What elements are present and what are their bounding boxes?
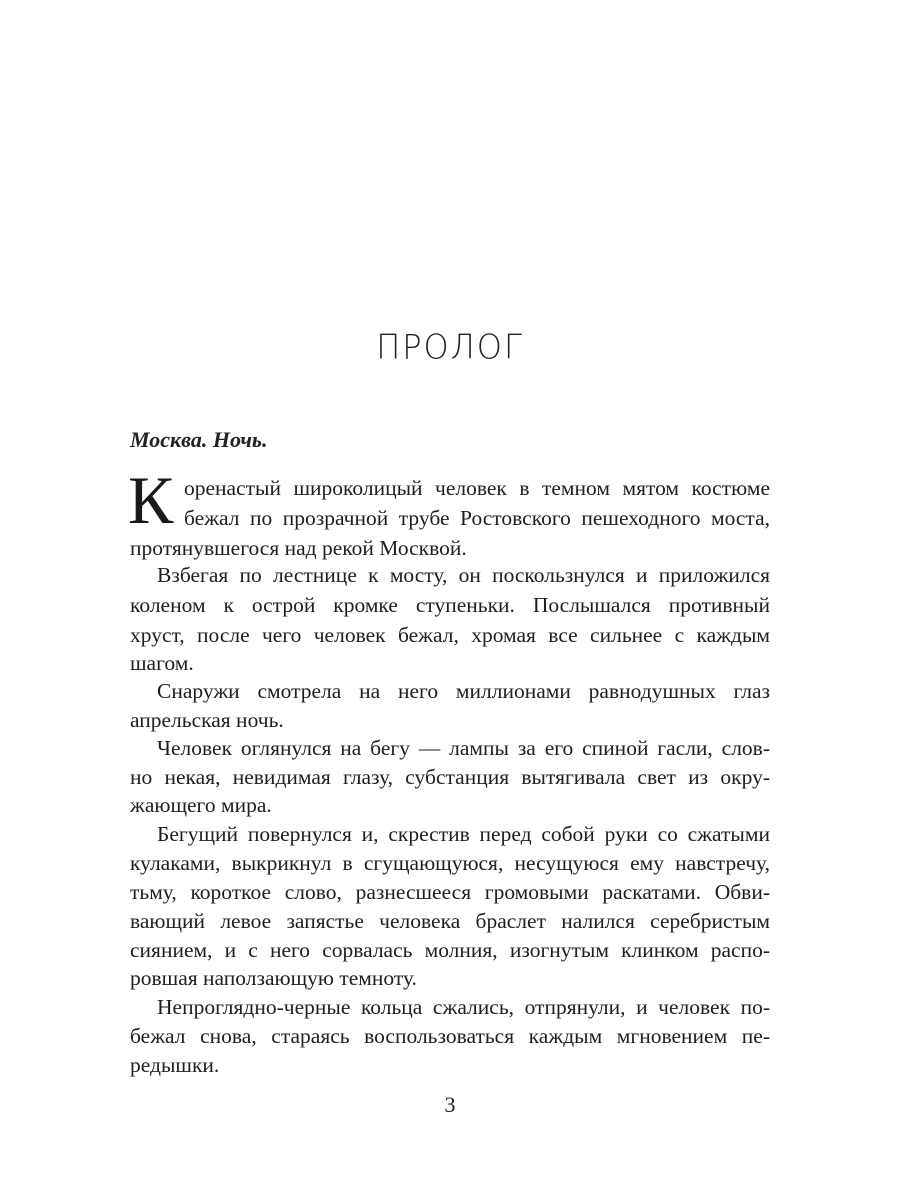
text-line: апрельская ночь. [130, 708, 284, 732]
text-line: бежал снова, стараясь воспользоваться каждым мгновением пе- [130, 1024, 770, 1048]
text-line: ровшая наползающую темноту. [130, 966, 417, 990]
text-line: Непроглядно-черные кольца сжались, отпрянули, и человек по- [157, 995, 770, 1019]
chapter-title: ПРОЛОГ [376, 327, 524, 367]
text-line: вающий левое запястье человека браслет налился серебристым [130, 909, 770, 933]
text-line: Снаружи смотрела на него миллионами равнодушных глаз [157, 679, 770, 703]
text-line: Взбегая по лестнице к мосту, он поскользнулся и приложился [157, 563, 770, 587]
scene-heading: Москва. Ночь. [130, 427, 268, 452]
text-line: оренастый широколицый человек в темном мятом костюме [184, 476, 770, 500]
page-number: 3 [444, 1092, 456, 1117]
text-line: протянувшегося над рекой Москвой. [130, 536, 467, 560]
text-line: коленом к острой кромке ступеньки. Послышался противный [130, 593, 770, 617]
text-line: шагом. [130, 651, 194, 675]
text-line: Человек оглянулся на бегу — лампы за его спиной гасли, слов- [157, 736, 770, 760]
text-line: сиянием, и с него сорвалась молния, изогнутым клинком распо- [130, 938, 770, 962]
text-line: Бегущий повернулся и, скрестив перед собой руки со сжатыми [157, 822, 770, 846]
text-line: бежал по прозрачной трубе Ростовского пешеходного моста, [184, 506, 770, 530]
text-line: редышки. [130, 1053, 220, 1077]
drop-cap: К [128, 462, 174, 538]
text-line: хруст, после чего человек бежал, хромая все сильнее с каждым [130, 623, 770, 647]
text-line: но некая, невидимая глазу, субстанция вытягивала свет из окру- [130, 765, 770, 789]
text-line: тьму, короткое слово, разнесшееся громовыми раскатами. Обви- [130, 880, 770, 904]
text-line: жающего мира. [130, 793, 272, 817]
text-line: кулаками, выкрикнул в сгущающуюся, несущуюся ему навстречу, [130, 851, 770, 875]
